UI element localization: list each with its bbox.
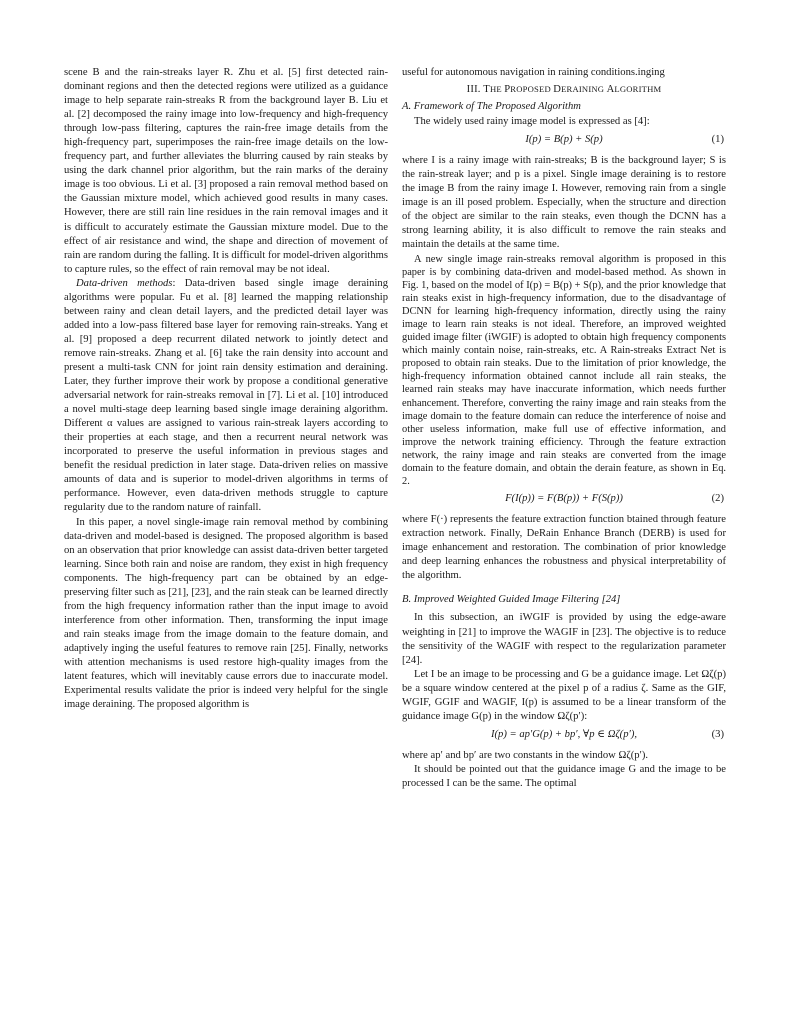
paragraph-constants: where ap′ and bp′ are two constants in the window Ωζ(p′).: [402, 749, 649, 761]
section-title: III. THE PROPOSED DERAINING ALGORITHM: [466, 84, 662, 96]
right-column: [402, 66, 726, 791]
subsection-title-framework: A. Framework of The Proposed Algorithm: [402, 101, 581, 113]
equation-3-body: I(p) = ap′G(p) + bp′, ∀p ∈ Ωζ(p′),: [491, 728, 637, 740]
equation-2: [402, 492, 726, 507]
paragraph-autonomous-navigation: useful for autonomous navigation in raining conditions.inging: [402, 67, 665, 78]
paragraph-feature-extraction: where F(·) represents the feature extraction function btained through feature extraction network. Finally, DeRain Enhance Branch (DERB) is used for image enhancement and restoration. The combination of prior knowledge and deep learning enhances the robustness and physical interpretability of the algorithm.: [402, 514, 726, 582]
paragraph-model-driven-cont: scene B and the rain-streaks layer R. Zhu et al. [5] first detected rain-dominant regions and then the detected regions were utilized as a guidance image to help separate rain-streaks R from the background layer B. Liu et al. [2] decomposed the rainy image into low-frequency and high-frequency through low-pass filtering, captures the rain-free image details from the high-frequency part, superimposes the rain-free image details on the low-frequency part, and further alleviates the blurring caused by rain steaks by using the dark channel prior algorithm, but the rain marks of the derainy image is too obvious. Li et al. [3] proposed a rain removal method based on the Gaussian mixture model, which achieved good results in many cases. However, there are still rain line residues in the rain removal images and it is difficult to accurately estimate the Gaussian mixture model. Due to the effect of air resistance and wind, the shape and direction of movement of rain are random during the falling. It is difficult for model-driven algorithms to capture rules, so the effect of rain removal may be not ideal.: [64, 67, 389, 275]
left-column: [64, 66, 388, 712]
equation-1-number: (1): [711, 134, 724, 146]
paragraph-iwgif-intro: In this subsection, an iWGIF is provided by using the edge-aware weighting in [21] to improve the WAGIF in [23]. The objective is to reduce the sensitivity of the WAGIF with respect to the regularization parameter [24].: [402, 612, 726, 666]
paragraph-proposed-method: In this paper, a novel single-image rain removal method by combining data-driven and model-based is designed. The proposed algorithm is based on an observation that prior knowledge can assist data-driven better targeted learning. Since both rain and noise are random, they exist in high frequency components. The high-frequency part can be obtained by an edge-preserving filter such as [21], [23], and the rain steak can be learned directly from the high frequency information rather than the input image to avoid interference from other information. Then, transforming the input image and rain steaks image from the image domain to the feature domain, and adaptively inging the useful features to remove rain [25]. Finally, networks with attention mechanisms is used restore high-quality images from the latent features, which will inevitably cause errors due to inaccurate model. Experimental results validate the prior is indeed very helpful for the single image deraining. The proposed algorithm is: [64, 516, 388, 711]
equation-3-number: (3): [711, 728, 724, 740]
paragraph-data-driven: [64, 277, 388, 516]
paragraph-rainy-model-intro: The widely used rainy image model is expressed as [4]:: [414, 116, 650, 128]
paragraph-model-explanation: where I is a rainy image with rain-streaks; B is the background layer; S is the rain-streak layer; and p is a pixel. Single image deraining is to restore the image B from the rainy image I. However, removing rain from a single image is an ill posed problem. Especially, when the structure and direction of the object are similar to the rain steaks, even though the DCNN has a strong learning ability, it is also difficult to remove the rain steaks and maintain the details at the same time.: [402, 155, 726, 251]
equation-1-body: I(p) = B(p) + S(p): [525, 134, 603, 146]
equation-2-body: F(I(p)) = F(B(p)) + F(S(p)): [505, 493, 623, 505]
subsection-title-iwgif: B. Improved Weighted Guided Image Filtering [24]: [402, 594, 621, 606]
paragraph-new-algorithm: A new single image rain-streaks removal algorithm is proposed in this paper is by combining data-driven and model-based method. As shown in Fig. 1, based on the model of I(p) = B(p) + S(p), and the prior knowledge that rain steaks exist in high-frequency information, due to the disadvantage of DCNN for learning high-frequency information, directly using the rainy image to learn rain steaks is not ideal. Therefore, an improved weighted guided image filter (iWGIF) is adopted to obtain high frequency components which mainly contain noise, rain-streaks, etc. A Rain-streaks Extract Net is proposed to obtain rain steaks. Due to the limitation of prior knowledge, the high-frequency information obtained cannot include all rain steaks, the learned rain steaks may have inaccurate information, which needs further enhancement. Therefore, converting the rainy image and rain steaks from the image domain to the feature domain can reduce the interference of noise and other useless information, make full use of effective information, and improve the network training efficiency. Through the feature extraction network, the rainy image and rain steaks are converted from the image domain to the feature domain, and obtain the derain feature, as shown in Eq. 2.: [402, 253, 726, 488]
data-driven-text: : Data-driven based single image deraining algorithms were popular. Fu et al. [8] learned the mapping relationship between rainy and clean detail layers, and the predicted detail layer was added into a low-pass filtered base layer for removing rain-streaks. Yang et al. [9] proposed a deep recurrent dilated network to jointly detect and remove rain-streaks. Zhang et al. [6] take the rain density into account and present a multi-task CNN for joint rain density estimation and deraining. Later, they further improve their work by propose a conditional generative adversarial network for rain-streaks removal in [7]. Li et al. [10] introduced a novel multi-stage deep learning based single image deraining algorithm. Different α values are assigned to various rain-streak layers according to their properties at each stage, and then a recurrent neural network was incorporated to preserve the useful information in previous stages and benefit the residual prediction in later stage. Data-driven relies on massive amounts of data and is superior to model-driven algorithms in terms of performance. However, even data-driven methods struggle to capture regularity due to the random nature of rainfall.: [64, 277, 388, 514]
equation-3: [402, 728, 726, 743]
data-driven-lead: Data-driven methods: [76, 277, 173, 289]
paragraph-optimal: It should be pointed out that the guidance image G and the image to be processed I can be the same. The optimal: [402, 763, 726, 789]
equation-2-number: (2): [711, 493, 724, 505]
paragraph-guidance-image: Let I be an image to be processing and G be a guidance image. Let Ωζ(p) be a square window centered at the pixel p of a radius ζ. Same as the GIF, WGIF, GGIF and WAGIF, I(p) is assumed to be a linear transform of the guidance image G(p) in the window Ωζ(p′):: [402, 668, 726, 722]
equation-1: [402, 133, 726, 148]
